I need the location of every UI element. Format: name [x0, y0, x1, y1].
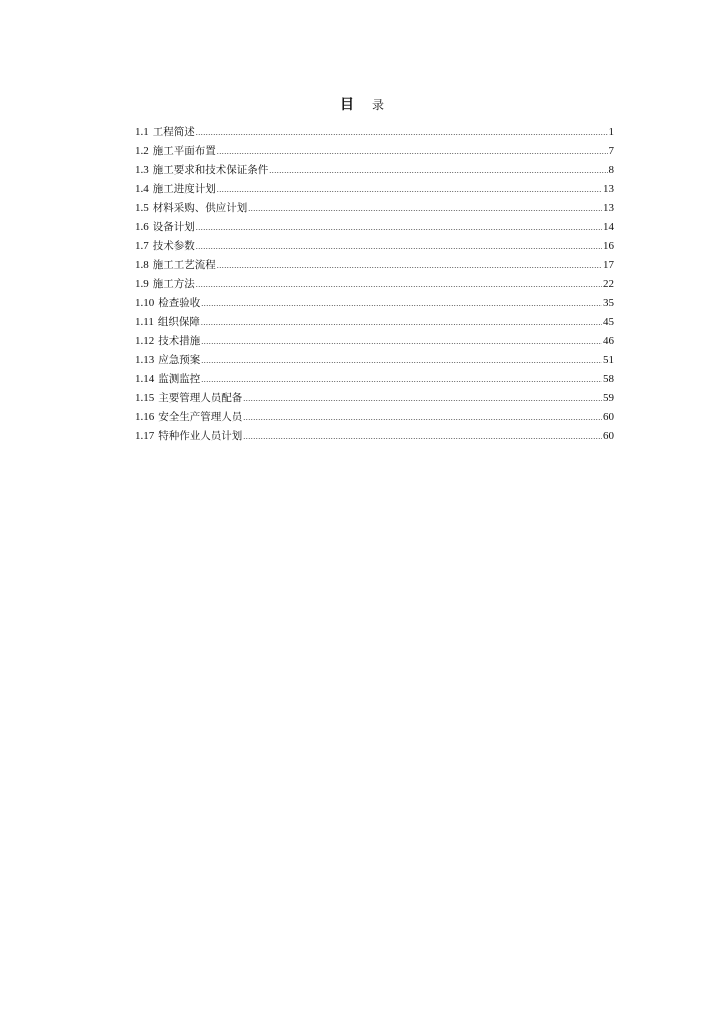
toc-dot-leader	[217, 180, 602, 199]
toc-entry-page-number: 59	[603, 392, 614, 404]
toc-entry-title: 技术参数	[152, 240, 195, 252]
toc-entry-title: 材料采购、供应计划	[152, 202, 248, 214]
toc-entry-title: 施工方法	[152, 278, 195, 290]
toc-entry-page-number: 16	[603, 240, 614, 252]
toc-entry-number: 1.7	[135, 240, 149, 252]
toc-entry[interactable]	[135, 351, 614, 370]
table-of-contents	[135, 123, 614, 446]
toc-entry-number: 1.3	[135, 164, 149, 176]
toc-heading-main: 目	[339, 97, 354, 113]
toc-dot-leader	[201, 370, 602, 389]
toc-entry-number: 1.2	[135, 145, 149, 157]
toc-entry-title: 安全生产管理人员	[158, 411, 243, 423]
toc-entry[interactable]	[135, 332, 614, 351]
toc-entry-number: 1.6	[135, 221, 149, 233]
toc-entry-title: 施工进度计划	[152, 183, 216, 195]
toc-entry-number: 1.1	[135, 126, 149, 138]
toc-entry-page-number: 35	[603, 297, 614, 309]
toc-entry-number: 1.9	[135, 278, 149, 290]
toc-entry-number: 1.16	[135, 411, 155, 423]
toc-entry[interactable]	[135, 237, 614, 256]
toc-entry-page-number: 46	[603, 335, 614, 347]
toc-dot-leader	[201, 313, 602, 332]
toc-entry-page-number: 7	[608, 145, 614, 157]
toc-entry-title: 检查验收	[158, 297, 201, 309]
toc-entry-page-number: 13	[603, 202, 614, 214]
toc-entry-title: 特种作业人员计划	[158, 430, 243, 442]
toc-entry-number: 1.17	[135, 430, 155, 442]
toc-heading-secondary: 录	[371, 98, 384, 112]
toc-entry-page-number: 51	[603, 354, 614, 366]
toc-entry-number: 1.12	[135, 335, 155, 347]
toc-entry-page-number: 14	[603, 221, 614, 233]
toc-entry-title: 设备计划	[152, 221, 195, 233]
toc-dot-leader	[201, 294, 602, 313]
toc-entry[interactable]	[135, 142, 614, 161]
toc-entry[interactable]	[135, 275, 614, 294]
toc-entry[interactable]	[135, 427, 614, 446]
toc-entry-number: 1.8	[135, 259, 149, 271]
toc-entry-number: 1.14	[135, 373, 155, 385]
toc-entry[interactable]	[135, 180, 614, 199]
toc-dot-leader	[269, 161, 607, 180]
toc-dot-leader	[201, 332, 602, 351]
toc-dot-leader	[217, 256, 602, 275]
toc-entry-title: 监测监控	[158, 373, 201, 385]
toc-entry[interactable]	[135, 123, 614, 142]
toc-dot-leader	[196, 237, 602, 256]
toc-entry[interactable]	[135, 389, 614, 408]
toc-entry-page-number: 22	[603, 278, 614, 290]
toc-entry-number: 1.13	[135, 354, 155, 366]
toc-entry-title: 技术措施	[158, 335, 201, 347]
toc-entry-number: 1.4	[135, 183, 149, 195]
toc-dot-leader	[196, 123, 608, 142]
toc-entry-number: 1.11	[135, 316, 154, 328]
toc-entry[interactable]	[135, 313, 614, 332]
toc-entry-page-number: 45	[603, 316, 614, 328]
toc-entry-page-number: 60	[603, 411, 614, 423]
toc-entry[interactable]	[135, 294, 614, 313]
toc-dot-leader	[243, 389, 602, 408]
toc-entry[interactable]	[135, 370, 614, 389]
toc-entry-page-number: 1	[608, 126, 614, 138]
toc-entry[interactable]	[135, 161, 614, 180]
toc-entry-title: 应急预案	[158, 354, 201, 366]
toc-entry[interactable]	[135, 256, 614, 275]
toc-entry-number: 1.15	[135, 392, 155, 404]
toc-dot-leader	[201, 351, 602, 370]
toc-dot-leader	[243, 427, 602, 446]
toc-dot-leader	[196, 218, 602, 237]
toc-entry-title: 组织保障	[157, 316, 200, 328]
toc-entry-title: 主要管理人员配备	[158, 392, 243, 404]
toc-entry-title: 施工工艺流程	[152, 259, 216, 271]
toc-heading	[0, 94, 724, 114]
toc-entry[interactable]	[135, 408, 614, 427]
toc-dot-leader	[248, 199, 602, 218]
toc-entry[interactable]	[135, 199, 614, 218]
toc-entry-page-number: 58	[603, 373, 614, 385]
toc-dot-leader	[217, 142, 608, 161]
toc-entry-title: 工程简述	[152, 126, 195, 138]
toc-entry-number: 1.10	[135, 297, 155, 309]
toc-entry-page-number: 13	[603, 183, 614, 195]
toc-entry[interactable]	[135, 218, 614, 237]
toc-entry-page-number: 60	[603, 430, 614, 442]
toc-entry-title: 施工要求和技术保证条件	[152, 164, 269, 176]
toc-dot-leader	[196, 275, 602, 294]
toc-entry-title: 施工平面布置	[152, 145, 216, 157]
toc-dot-leader	[243, 408, 602, 427]
toc-entry-page-number: 17	[603, 259, 614, 271]
toc-entry-number: 1.5	[135, 202, 149, 214]
toc-entry-page-number: 8	[608, 164, 614, 176]
